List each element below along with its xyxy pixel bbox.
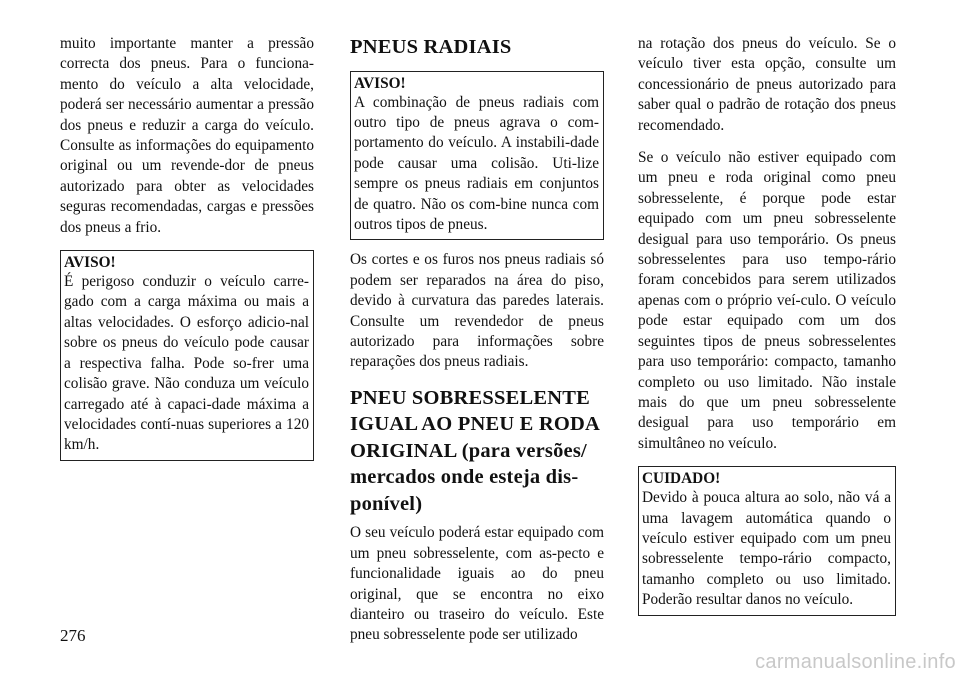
section-heading-radial-tyres: PNEUS RADIAIS	[350, 36, 512, 58]
warning-box	[350, 71, 604, 241]
body-paragraph: muito importante manter a pressão correcta dos pneus. Para o funciona-mento do veículo a alta velocidade, poderá ser necessário aumentar a pressão dos pneus e reduzir a carga do veículo. Consulte as informações do equipamento original ou um revende-dor de pneus autorizado para obter as velocidades seguras recomendadas, cargas e pressões dos pneus a frio.	[60, 35, 314, 236]
caution-title: CUIDADO!	[642, 470, 721, 488]
warning-text: É perigoso conduzir o veículo carre-gado com a carga máxima ou mais a altas velocidades. O esforço adicio-nal sobre os pneus do veículo pode causar a respectiva falha. Pode so-frer uma colisão grave. Não conduza um veículo carregado até à capaci-dade máxima a velocidades contí-nuas superiores a 120 km/h.	[64, 273, 309, 454]
watermark: carmanualsonline.info	[755, 651, 956, 673]
section-heading-spare-tyre: PNEU SOBRESSELENTE IGUAL AO PNEU E RODA ORIGINAL (para versões/ mercados onde esteja dis-ponível)	[350, 386, 599, 515]
warning-title: AVISO!	[354, 74, 406, 92]
body-paragraph: Os cortes e os furos nos pneus radiais só podem ser reparados na área do piso, devido à curvatura das paredes laterais. Consulte um revendedor de pneus autorizado para informações sobre reparações dos pneus radiais.	[350, 251, 604, 371]
caution-text: Devido à pouca altura ao solo, não vá a uma lavagem automática quando o veículo estiver equipado com um pneu sobresselente tempo-rário compacto, tamanho completo ou uso limitado. Poderão resultar danos no veículo.	[642, 489, 891, 609]
column-left	[60, 34, 314, 471]
body-paragraph: O seu veículo poderá estar equipado com um pneu sobresselente, com as-pecto e funcionalidade iguais ao do pneu original, que se encontra no eixo dianteiro ou traseiro do veículo. Este pneu sobresselente pode ser utilizado	[350, 524, 604, 644]
column-right	[638, 34, 896, 626]
warning-title: AVISO!	[64, 254, 116, 272]
column-middle	[350, 34, 604, 658]
caution-box	[638, 466, 896, 615]
body-paragraph: Se o veículo não estiver equipado com um pneu e roda original como pneu sobresselente, é porque pode estar equipado com um pneu sobresselente desigual para uso temporário. Os pneus sobresselentes para uso tempo-rário foram concebidos para serem utilizados apenas com o próprio veí-culo. O veículo pode estar equipado com um dos seguintes tipos de pneus sobresselentes para uso temporário: compacto, tamanho completo ou uso limitado. Não instale mais do que um pneu sobresselente desigual para uso temporário em simultâneo no veículo.	[638, 149, 896, 452]
page-number: 276	[60, 626, 86, 645]
body-paragraph: na rotação dos pneus do veículo. Se o veículo tiver esta opção, consulte um concessionário de pneus autorizado para saber qual o padrão de rotação dos pneus recomendado.	[638, 35, 896, 134]
warning-box	[60, 250, 314, 461]
warning-text: A combinação de pneus radiais com outro tipo de pneus agrava o com-portamento do veículo. A instabili-dade pode causar uma colisão. Uti-lize sempre os pneus radiais em conjuntos de quatro. Não os com-bine nunca com outros tipos de pneus.	[354, 93, 599, 233]
